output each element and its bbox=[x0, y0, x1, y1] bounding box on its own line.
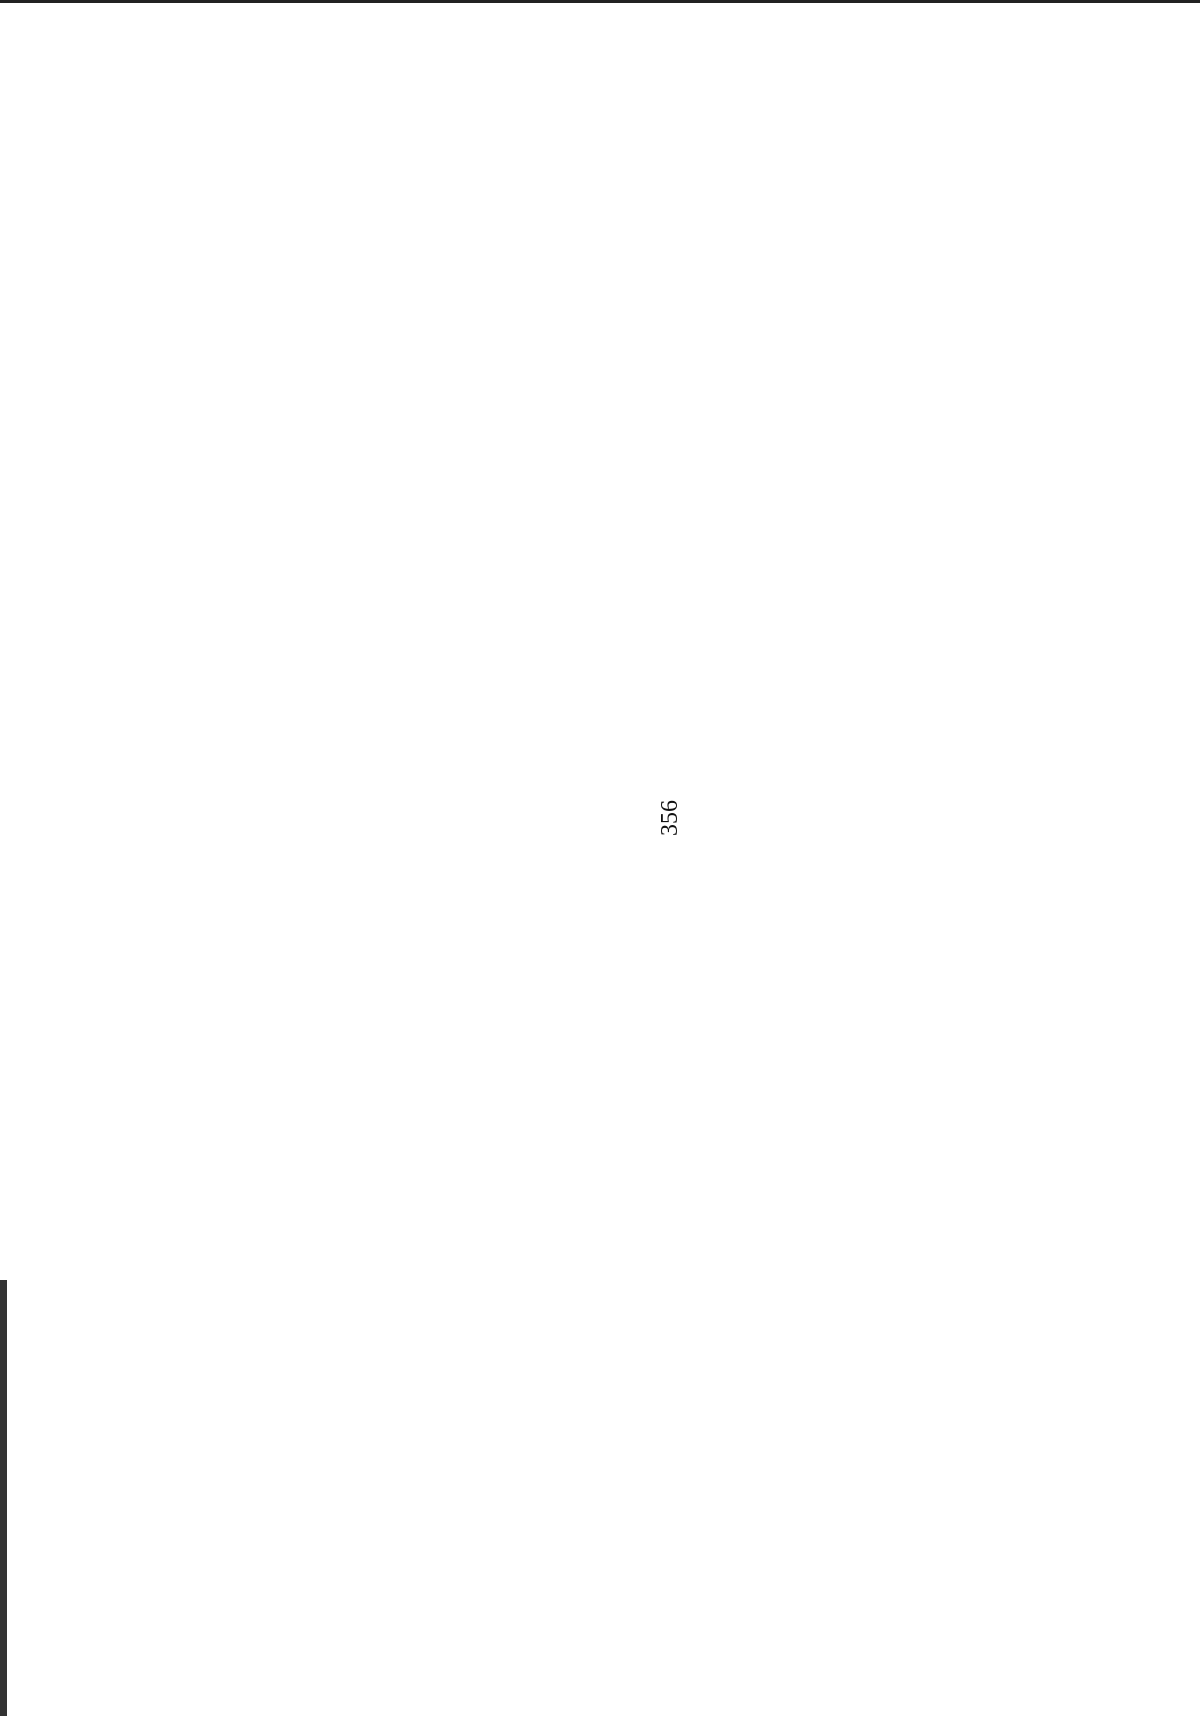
left-scan-mark bbox=[0, 1280, 7, 1716]
top-scan-line bbox=[0, 0, 1200, 3]
page-number: 356 bbox=[657, 800, 683, 836]
